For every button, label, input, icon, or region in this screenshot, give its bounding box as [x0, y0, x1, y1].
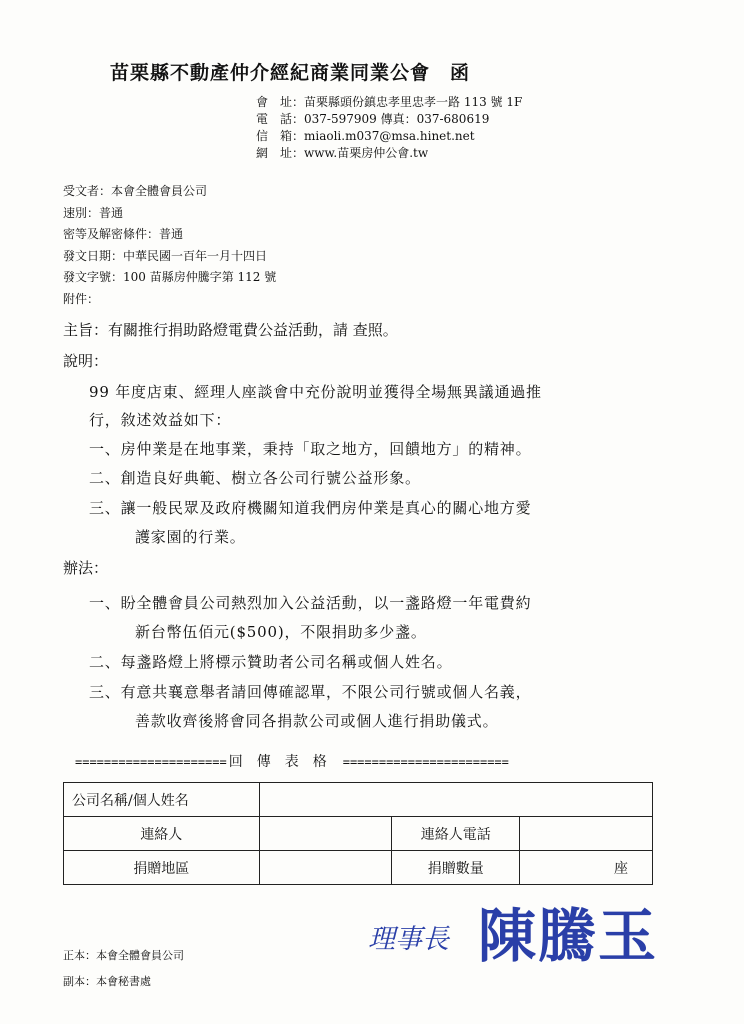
document-title: 苗栗縣不動產仲介經紀商業同業公會 函 — [110, 62, 471, 84]
explanation-label: 說明： — [63, 352, 109, 370]
contact-input-cell[interactable] — [259, 817, 392, 851]
footer-copy: 副本：本會秘書處 — [63, 975, 151, 988]
table-row — [64, 851, 653, 885]
method-line: 新台幣伍佰元($500)，不限捐助多少盞。 — [135, 623, 427, 641]
quantity-label-cell: 捐贈數量 — [392, 851, 520, 885]
divider-right: ======================= — [342, 755, 509, 769]
signature-name: 陳騰玉 — [478, 902, 659, 970]
explanation-line: 99 年度店東、經理人座談會中充份說明並獲得全場無異議通過推 — [89, 383, 542, 401]
method-line: 三、有意共襄意舉者請回傳確認單，不限公司行號或個人名義， — [89, 683, 532, 701]
letterhead-contact — [256, 94, 522, 162]
reply-form-divider — [75, 751, 655, 771]
document-meta — [63, 181, 276, 310]
signature-title: 理事長 — [368, 924, 449, 955]
speed-line: 速別：普通 — [63, 205, 124, 220]
explanation-line: 行，敘述效益如下： — [89, 411, 232, 429]
method-line: 一、盼全體會員公司熱烈加入公益活動，以一盞路燈一年電費約 — [89, 594, 532, 612]
contact-phone-label-cell: 連絡人電話 — [392, 817, 520, 851]
website-line: 網 址：www.苗栗房仲公會.tw — [256, 146, 429, 160]
phone-line: 電 話：037-597909 傳真：037-680619 — [256, 112, 490, 126]
attachment-line: 附件： — [63, 291, 100, 306]
reply-form-table — [63, 782, 653, 885]
divider-left: ===================== — [75, 755, 227, 769]
date-line: 發文日期：中華民國一百年一月十四日 — [63, 248, 268, 263]
footer-original: 正本：本會全體會員公司 — [63, 949, 184, 962]
address-line: 會 址：苗栗縣頭份鎮忠孝里忠孝一路 113 號 1F — [256, 95, 523, 109]
recipient-line: 受文者：本會全體會員公司 — [63, 184, 208, 198]
reply-form-title: 回傳表格 — [228, 754, 341, 770]
table-row — [64, 817, 653, 851]
email-line: 信 箱：miaoli.m037@msa.hinet.net — [256, 129, 475, 143]
explanation-line: 一、房仲業是在地事業，秉持「取之地方，回饋地方」的精神。 — [89, 440, 532, 458]
explanation-line: 護家園的行業。 — [135, 528, 246, 546]
subject-line: 主旨：有關推行捐助路燈電費公益活動，請 查照。 — [63, 321, 398, 339]
company-input-cell[interactable] — [259, 783, 652, 817]
explanation-line: 二、創造良好典範、樹立各公司行號公益形象。 — [89, 469, 421, 487]
area-label-cell: 捐贈地區 — [64, 851, 260, 885]
method-label: 辦法： — [63, 559, 109, 577]
method-line: 二、每盞路燈上將標示贊助者公司名稱或個人姓名。 — [89, 653, 453, 671]
security-line: 密等及解密條件：普通 — [63, 227, 184, 241]
contact-label-cell: 連絡人 — [64, 817, 260, 851]
table-row — [64, 783, 653, 817]
signature-stamp — [366, 894, 696, 974]
doc-number-line: 發文字號：100 苗縣房仲騰字第 112 號 — [63, 270, 277, 284]
quantity-unit-cell[interactable]: 座 — [520, 851, 653, 885]
company-label-cell: 公司名稱/個人姓名 — [64, 783, 260, 817]
explanation-line: 三、讓一般民眾及政府機關知道我們房仲業是真心的關心地方愛 — [89, 499, 532, 517]
area-input-cell[interactable] — [259, 851, 392, 885]
contact-phone-input-cell[interactable] — [520, 817, 653, 851]
method-line: 善款收齊後將會同各捐款公司或個人進行捐助儀式。 — [135, 712, 499, 730]
